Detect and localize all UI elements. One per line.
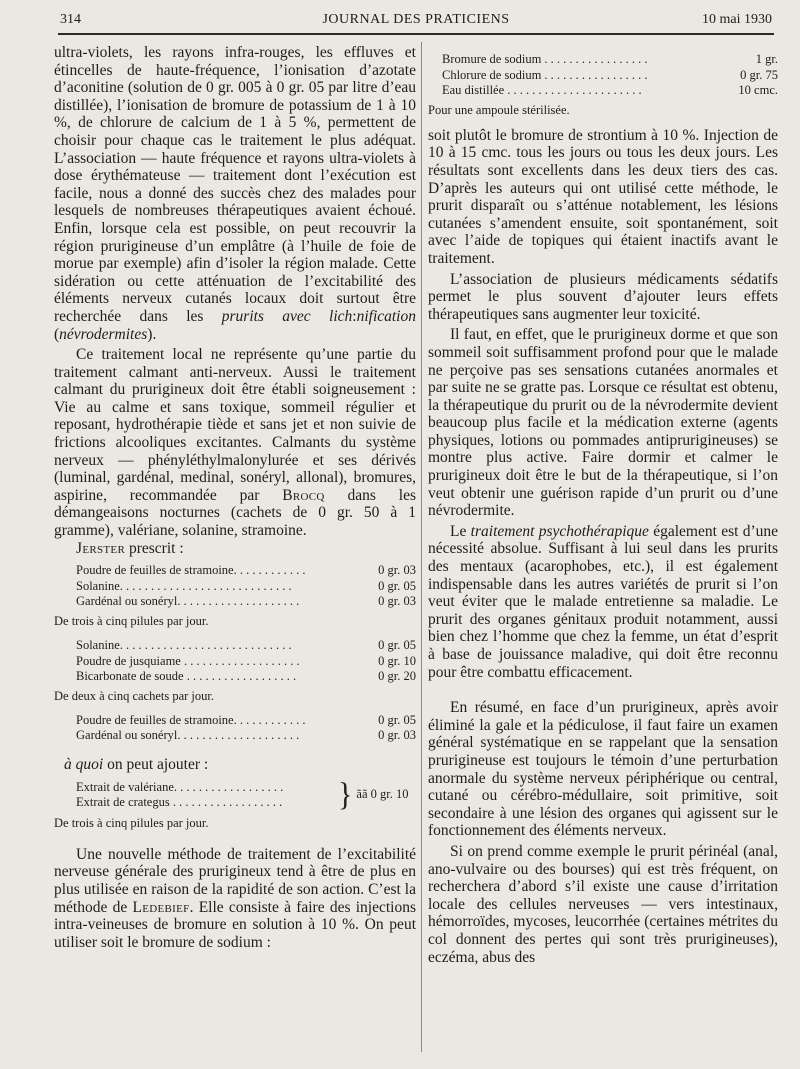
prescription-row: Gardénal ou sonéryl. . . . . . . . . . . . . . . . . . . . 0 gr. 03: [76, 728, 416, 743]
prescription-row: Bromure de sodium . . . . . . . . . . . . . . . . . 1 gr.: [442, 52, 778, 66]
prescription-row: Bicarbonate de soude . . . . . . . . . . . . . . . . . . 0 gr. 20: [76, 669, 416, 684]
page-number: 314: [60, 12, 81, 27]
paragraph-sedatives: L’association de plusieurs médicaments sédatifs permet le plus souvent d’ajouter leurs effets thérapeutiques sans augmenter leur toxicité.: [428, 270, 778, 323]
paragraph-psychotherapy: Le traitement psychothérapique également est d’une nécessité absolue. Suffisant à lui seul dans les prurits des mentaux (acarophobes, etc.), il est également indispensable dans les autres variétés de prurit si l’on veut éviter que le malade entretienne sa maladie. Le prurit des organes génitaux produit notamment, aussi bien chez l’homme que chez la femme, un état d’esprit à base de jouissance maladive, qui doit être reconnu pour être combattu efficacement.: [428, 522, 779, 681]
prescription-row: Chlorure de sodium . . . . . . . . . . . . . . . . . 0 gr. 75: [442, 67, 778, 82]
dosage-note: Pour une ampoule stérilisée.: [428, 102, 570, 117]
left-column: [54, 44, 416, 951]
prescription-row: Poudre de feuilles de stramoine. . . . . . . . . . . . 0 gr. 03: [76, 563, 416, 578]
dosage-note: De deux à cinq cachets par jour.: [54, 688, 215, 703]
dosage-note: De trois à cinq pilules par jour.: [54, 614, 209, 628]
journal-title: JOURNAL DES PRATICIENS: [322, 12, 510, 27]
prescription-5: [428, 52, 778, 99]
prescription-row: Extrait de crategus . . . . . . . . . . . . . . . . . .: [76, 795, 283, 810]
dosage-note: De trois à cinq pilules par jour.: [54, 815, 209, 830]
paragraph-calming-treatment: Ce traitement local ne représente qu’une partie du traitement calmant anti-nerveux. Aussi le traitement calmant du prurigineux doit être établi soigneusement : Vie au calme et sans toxique, sommeil régulier et reposant, hydrothérapie tiède et sans jet et non suivie de frictions alcooliques excitantes. Calmants du système nerveux — phényléthylmalonylurée et ses dérivés (luminal, gardénal, medinal, sonéryl, allonal), bromures, aspirine, recommandée par Brocq dans les démangeaisons nocturnes (cachets de 0 gr. 50 à 1 gramme), valériane, solanine, stramoine.: [54, 346, 416, 540]
prescription-row: Gardénal ou sonéryl. . . . . . . . . . . . . . . . . . . . 0 gr. 03: [76, 594, 416, 609]
combined-quantity: ãã 0 gr. 10: [356, 787, 409, 802]
prescription-4: [54, 776, 416, 813]
brace-glyph: }: [338, 776, 353, 813]
right-column: [428, 52, 778, 966]
column-divider: [421, 42, 422, 1052]
prescription-1: [54, 563, 416, 610]
aquoi-line: à quoi on peut ajouter :: [64, 755, 209, 773]
issue-date: 10 mai 1930: [702, 12, 772, 27]
prescription-row: Poudre de feuilles de stramoine. . . . . . . . . . . . 0 gr. 05: [76, 712, 416, 727]
paragraph-sleep: Il faut, en effet, que le prurigineux dorme et que son sommeil soit suffisamment profond pour que le malade ne perçoive pas ses sensations cutanées anormales et par suite ne se gratte pas. Lorsque ce résultat est obtenu, la thérapeutique du prurit ou de la névrodermite devient beaucoup plus facile et la médication externe (agents physiques, lotions ou pommades antiprurigineuses) se montre plus active. Faire dormir et calmer le prurigineux doit être le but de la thérapeutique, si l’on veut obtenir une guérison rapide d’un prurit ou d’une névrodermite.: [428, 326, 778, 520]
jerster-intro: Jerster prescrit :: [76, 539, 184, 557]
prescription-2: [54, 638, 416, 685]
paragraph-perineal-example: Si on prend comme exemple le prurit périnéal (anal, ano-vulvaire ou des bourses) qui est très fréquent, on recherchera d’abord s’il existe une cause d’irritation locale des cellules nerveuses — vers intestinaux, hémorroïdes, mycoses, leucorrhée (certaines métrites du col donnent des pertes qui sont très prurigineuses), eczéma, abus des: [428, 842, 778, 966]
prescription-row: Extrait de valériane. . . . . . . . . . . . . . . . . .: [76, 779, 284, 794]
running-header: [60, 12, 772, 32]
prescription-row: Solanine. . . . . . . . . . . . . . . . . . . . . . . . . . . . 0 gr. 05: [76, 578, 416, 593]
prescription-row: Solanine. . . . . . . . . . . . . . . . . . . . . . . . . . . . 0 gr. 05: [76, 638, 416, 652]
prescription-row: Eau distillée . . . . . . . . . . . . . . . . . . . . . . 10 cmc.: [442, 83, 778, 98]
paragraph-ledebief-method: Une nouvelle méthode de traitement de l’excitabilité nerveuse générale des prurigineux tend à être de plus en plus utilisée en raison de la rapidité de son action. C’est la méthode de Ledebief. Elle consiste à faire des injections intra-veineuses de bromure en solution à 10 %. On peut utiliser soit le bromure de sodium :: [54, 845, 417, 951]
prescription-row: Poudre de jusquiame . . . . . . . . . . . . . . . . . . . 0 gr. 10: [76, 653, 416, 668]
header-rule: [58, 33, 774, 35]
prescription-3: [54, 713, 416, 744]
paragraph-strontium: soit plutôt le bromure de strontium à 10 %. Injection de 10 à 15 cmc. tous les jours ou tous les deux jours. Les résultats sont excellents dans les deux tiers des cas. D’après les auteurs qui ont utilisé cette méthode, le prurit disparaît ou s’atténue notablement, les lésions cutanées s’amendent ensuite, soit spontanément, soit avec l’aide de topiques qui étaient inactifs avant le traitement.: [428, 126, 778, 267]
paragraph-summary: En résumé, en face d’un prurigineux, après avoir éliminé la gale et la pédiculose, il faut faire un examen général systématique en se rappelant que la sensation prurigineuse est toujours le témoin d’une perturbation anormale du système nerveux périphérique ou central, cutané ou cérébro-médullaire, soit primitive, soit secondaire à une lésion des organes qui agissent sur le fonctionnement des éléments nerveux.: [428, 699, 778, 840]
paragraph-physical-treatments: ultra-violets, les rayons infra-rouges, les effluves et étincelles de haute-fréquence, l’ionisation d’azotate d’aconitine (solution de 0 gr. 005 à 0 gr. 05 par litre d’eau distillée), l’ionisation de bromure de potassium de 1 à 10 %, de chlorure de calcium de 1 à 5 %, permettent de choisir pour chaque cas le traitement le plus adéquat. L’association — haute fréquence et rayons ultra-violets à dose érythémateuse — traitement dont l’exécution est facile, nous a donné des succès chez des malades pour lesquels de nombreuses thérapeutiques avaient échoué. Enfin, lorsque cela est possible, on peut recouvrir la région prurigineuse d’un emplâtre (à l’huile de foie de morue par exemple) afin d’isoler la région malade. Cette sidération ou cette atténuation de l’excitabilité des éléments nerveux cutanés locaux doit surtout être recherchée dans les prurits avec lich:nification (névrodermites).: [54, 44, 416, 343]
